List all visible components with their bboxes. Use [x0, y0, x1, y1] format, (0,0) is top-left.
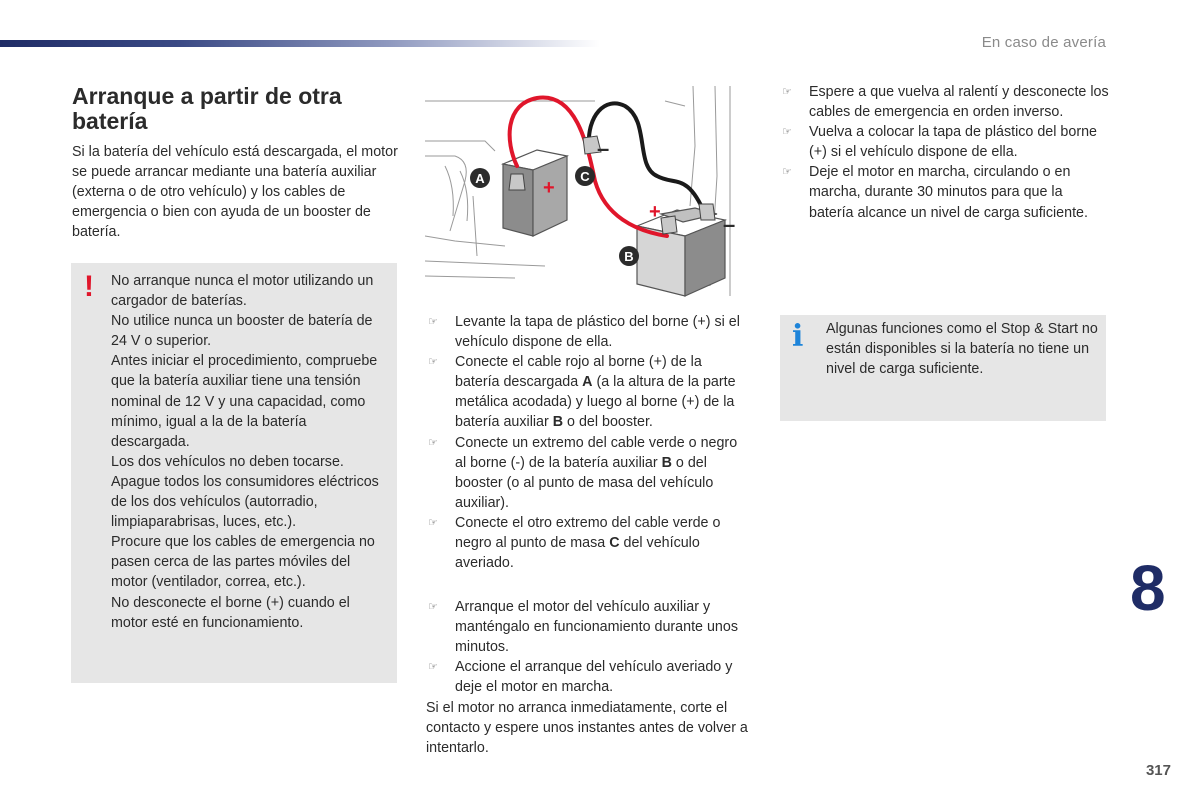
list-item: ☞ Accione el arranque del vehículo averiado y deje el motor en marcha. — [428, 659, 733, 696]
page-title: Arranque a partir de otra batería — [72, 83, 342, 134]
hand-pointer-icon: ☞ — [428, 356, 438, 369]
hand-pointer-icon: ☞ — [782, 166, 792, 179]
list-item: ☞ Conecte el otro extremo del cable verde o negro al punto de masa C del vehículo averiado. — [428, 514, 721, 572]
chapter-number: 8 — [1130, 552, 1166, 624]
jump-start-illustration — [425, 86, 740, 304]
clamp-a-icon — [509, 174, 525, 190]
hand-pointer-icon: ☞ — [428, 661, 438, 674]
info-box — [780, 315, 1106, 421]
plus-label-a: + — [543, 177, 555, 199]
badge-c — [575, 166, 595, 186]
list-item: ☞ Vuelva a colocar la tapa de plástico del borne (+) si el vehículo dispone de ella. — [782, 124, 1097, 161]
hand-pointer-icon: ☞ — [428, 516, 438, 529]
header-gradient-bar — [0, 40, 600, 47]
warning-text — [111, 271, 383, 633]
page-number: 317 — [1145, 762, 1171, 779]
hand-pointer-icon: ☞ — [782, 126, 792, 139]
warning-line: No utilice nunca un booster de batería de 24 V o superior. — [111, 313, 373, 350]
hand-pointer-icon: ☞ — [428, 601, 438, 613]
badge-b — [619, 246, 639, 266]
clamp-b-plus-icon — [661, 216, 677, 234]
minus-label-c: – — [597, 136, 610, 161]
warning-line: Apague todos los consumidores eléctricos de los dos vehículos (autorradio, limpiaparabrisas, luces, etc.). — [111, 473, 379, 531]
list-item: ☞ Conecte el cable rojo al borne (+) de la batería descargada A (a la altura de la parte metálica acodada) y luego al borne (+) de la batería auxiliar B o del booster. — [428, 354, 736, 431]
list-item: ☞ Conecte un extremo del cable verde o negro al borne (-) de la batería auxiliar B o del booster (o al punto de masa del vehículo auxiliar). — [428, 434, 738, 511]
list-item: ☞ Arranque el motor del vehículo auxiliar y manténgalo en funcionamiento durante unos minutos. — [428, 599, 738, 656]
warning-box — [71, 263, 397, 683]
warning-line: No desconecte el borne (+) cuando el motor esté en funcionamiento. — [111, 594, 350, 631]
minus-label-b: – — [723, 212, 736, 237]
info-icon: i — [792, 319, 804, 354]
warning-line: Los dos vehículos no deben tocarse. — [111, 453, 344, 470]
plus-label-b: + — [649, 201, 661, 223]
finish-steps-list — [780, 82, 1110, 223]
clamp-b-minus-icon — [699, 204, 715, 220]
list-item: ☞ Espere a que vuelva al ralentí y desconecte los cables de emergencia en orden inverso. — [782, 84, 1109, 121]
list-item: ☞ Levante la tapa de plástico del borne (+) si el vehículo dispone de ella. — [428, 314, 740, 351]
exclamation-icon: ! — [84, 270, 94, 303]
list-item: ☞ Deje el motor en marcha, circulando o en marcha, durante 30 minutos para que la batería alcance un nivel de carga suficiente. — [782, 164, 1088, 221]
badge-b-label: B — [624, 249, 634, 264]
warning-line: No arranque nunca el motor utilizando un cargador de baterías. — [111, 273, 374, 310]
warning-line: Antes iniciar el procedimiento, compruebe que la batería auxiliar tiene una tensión nominal de 12 V y una capacidad, como mínimo, igual a la de la batería descargada. — [111, 353, 378, 450]
section-header: En caso de avería — [981, 34, 1106, 51]
warning-line: Procure que los cables de emergencia no pasen cerca de las partes móviles del motor (ventilador, correa, etc.). — [111, 534, 375, 591]
hand-pointer-icon: ☞ — [782, 86, 792, 98]
badge-c-label: C — [580, 169, 590, 184]
info-text: Algunas funciones como el Stop & Start no están disponibles si la batería no tiene un nivel de carga suficiente. — [826, 321, 1098, 378]
discharged-battery — [503, 150, 567, 236]
intro-paragraph: Si la batería del vehículo está descargada, el motor se puede arrancar mediante una batería auxiliar (externa o de otro vehículo) y los cables de emergencia o bien con ayuda de un booster de batería. — [72, 144, 398, 241]
steps-list — [426, 312, 748, 573]
retry-note: Si el motor no arranca inmediatamente, corte el contacto y espere unos instantes antes de volver a intentarlo. — [426, 700, 748, 757]
hand-pointer-icon: ☞ — [428, 436, 438, 449]
start-steps-list — [426, 597, 748, 697]
badge-a — [470, 168, 490, 188]
hand-pointer-icon: ☞ — [428, 316, 438, 328]
badge-a-label: A — [475, 171, 485, 186]
